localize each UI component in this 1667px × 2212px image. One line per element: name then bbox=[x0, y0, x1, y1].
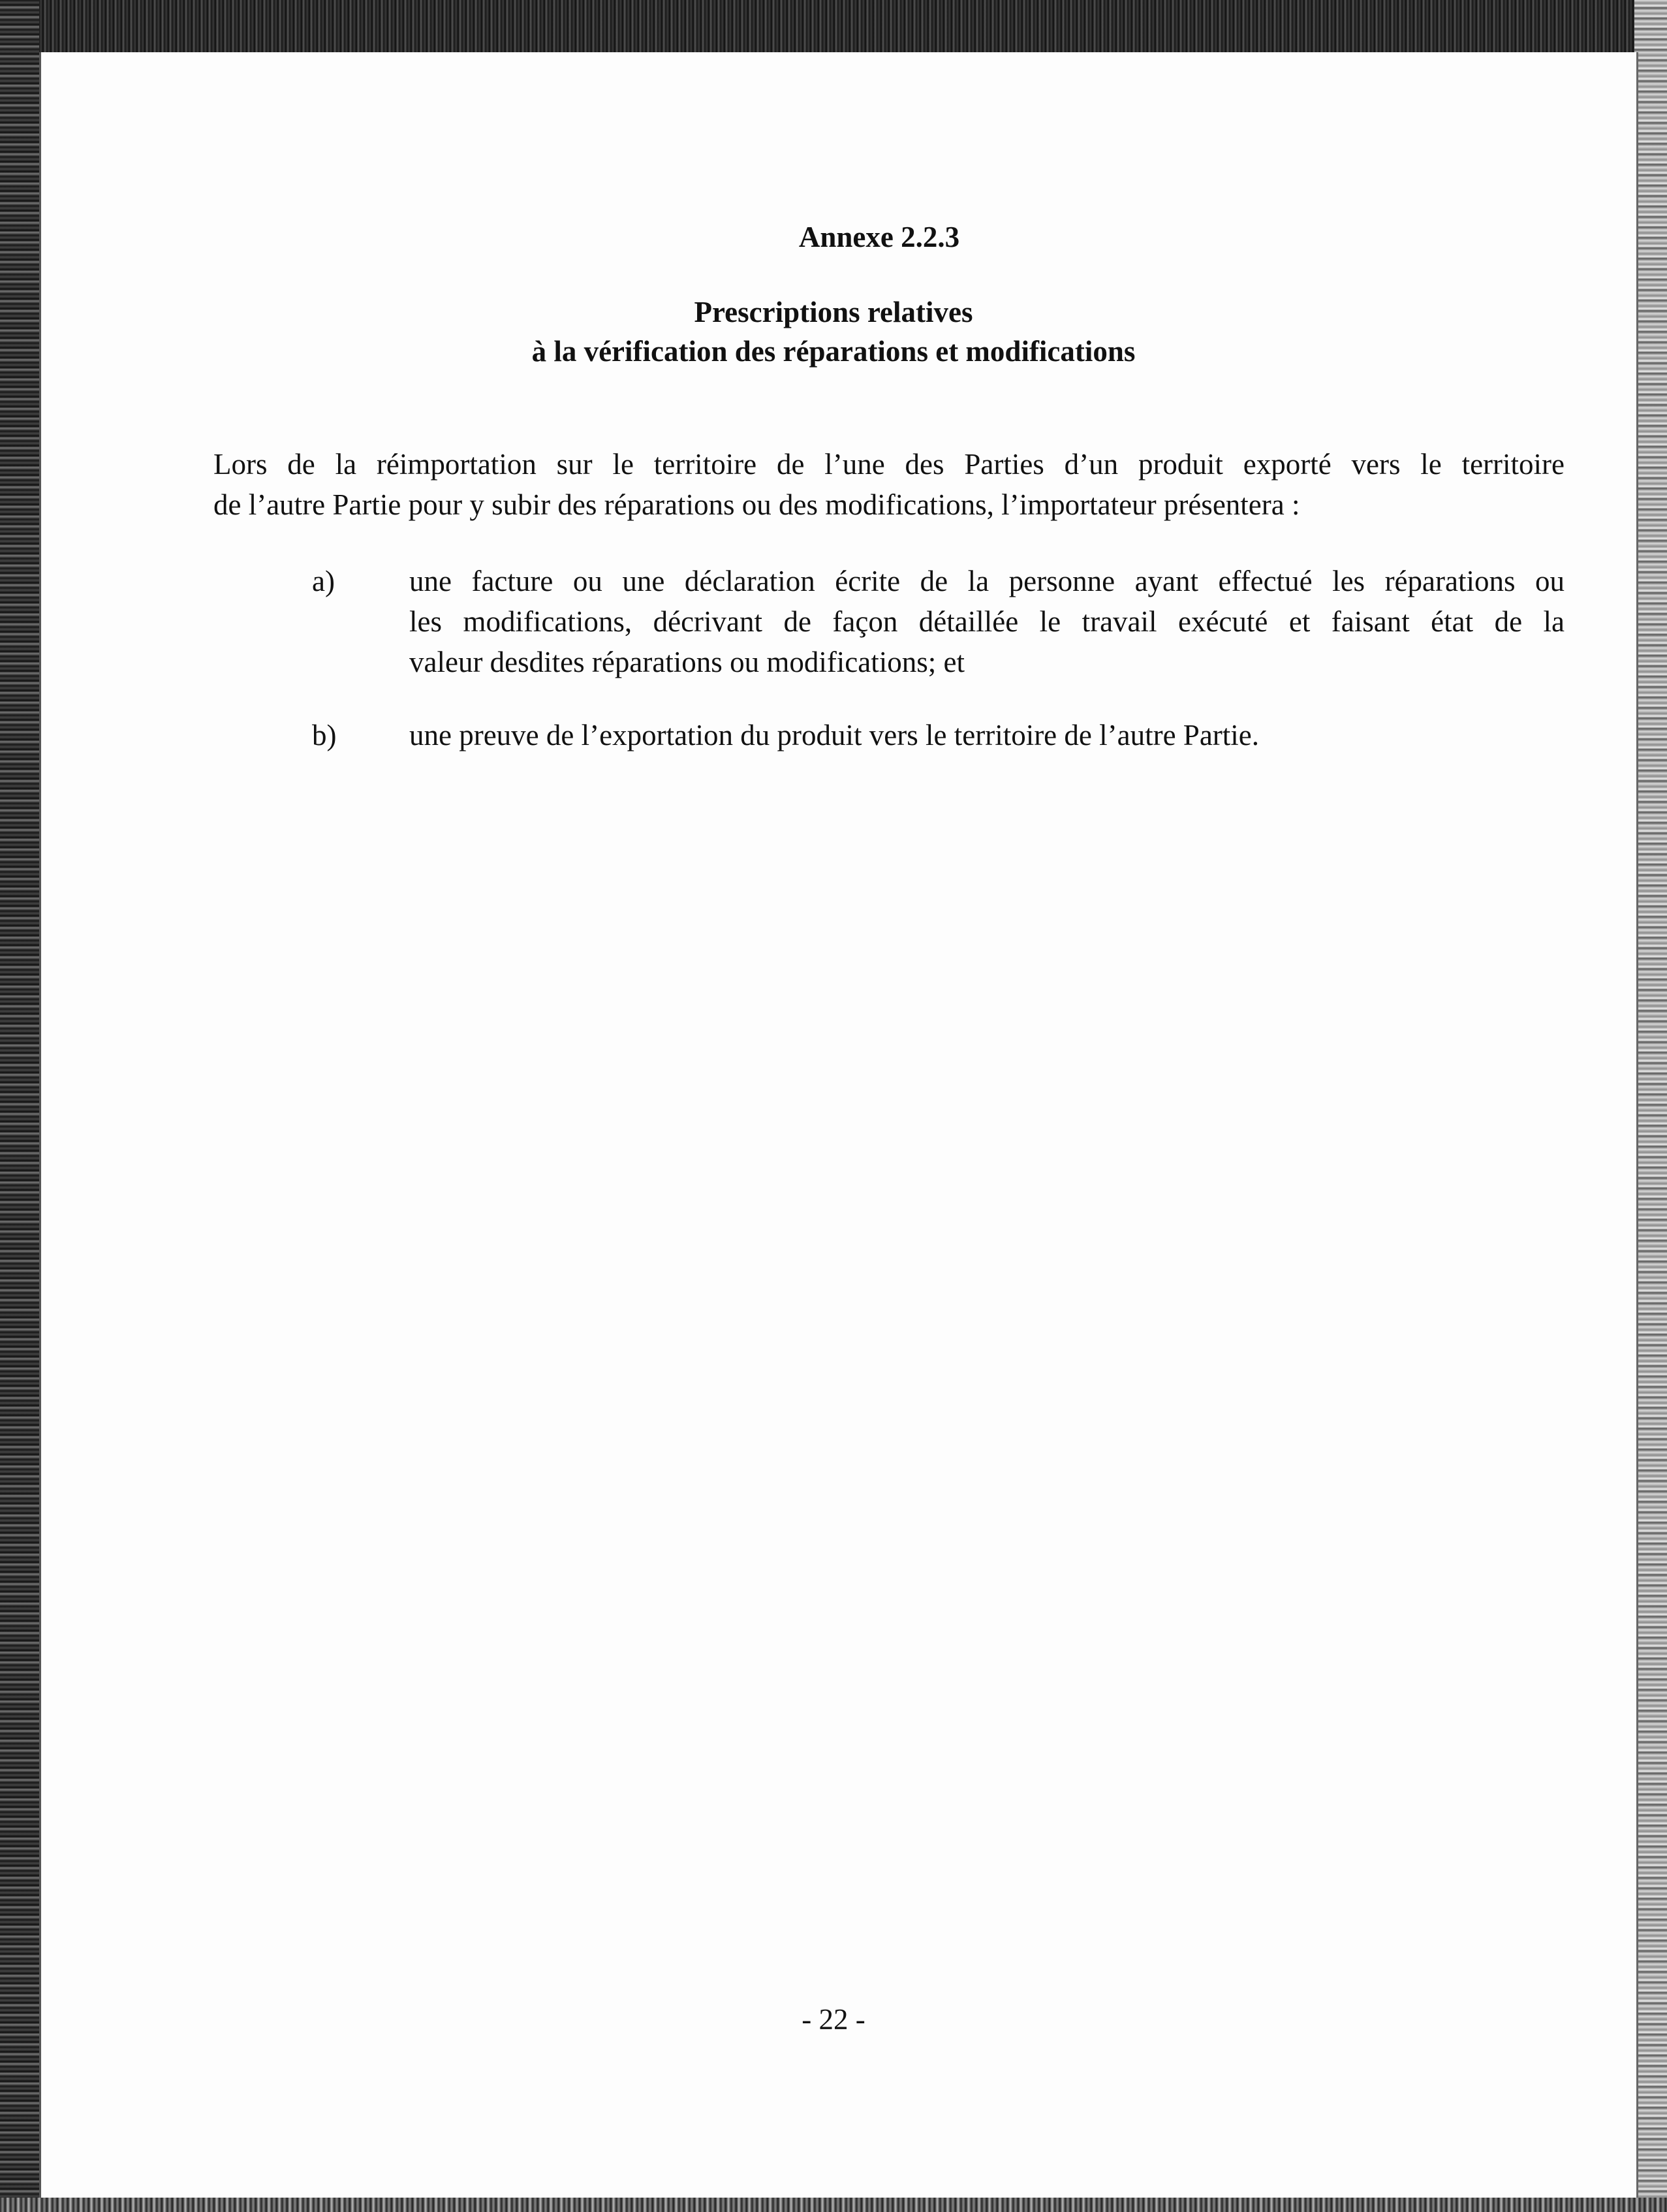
list-item-a-line-3: valeur desdites réparations ou modifications; et bbox=[409, 646, 965, 678]
scan-border-top bbox=[0, 0, 1667, 52]
intro-paragraph-line-2: de l’autre Partie pour y subir des réparations ou des modifications, l’importateur présentera : bbox=[213, 488, 1300, 521]
annex-title: Annexe 2.2.3 bbox=[798, 221, 960, 253]
list-item-label-a: a) bbox=[312, 565, 335, 597]
page-number: - 22 - bbox=[802, 2003, 865, 2036]
list-item-a-line-2: les modifications, décrivant de façon détaillée le travail exécuté et faisant état de la bbox=[409, 605, 1565, 638]
scan-border-bottom bbox=[0, 2198, 1667, 2212]
list-item-label-b: b) bbox=[312, 719, 337, 751]
list-item-a-line-1: une facture ou une déclaration écrite de la personne ayant effectué les réparations ou bbox=[409, 565, 1565, 597]
intro-paragraph-line-1: Lors de la réimportation sur le territoire de l’une des Parties d’un produit exporté vers le territoire bbox=[213, 448, 1565, 481]
heading-line-2: à la vérification des réparations et modifications bbox=[531, 335, 1136, 368]
document-page bbox=[39, 52, 1638, 2198]
heading-line-1: Prescriptions relatives bbox=[694, 296, 973, 328]
list-item-b-line-1: une preuve de l’exportation du produit vers le territoire de l’autre Partie. bbox=[409, 719, 1260, 751]
